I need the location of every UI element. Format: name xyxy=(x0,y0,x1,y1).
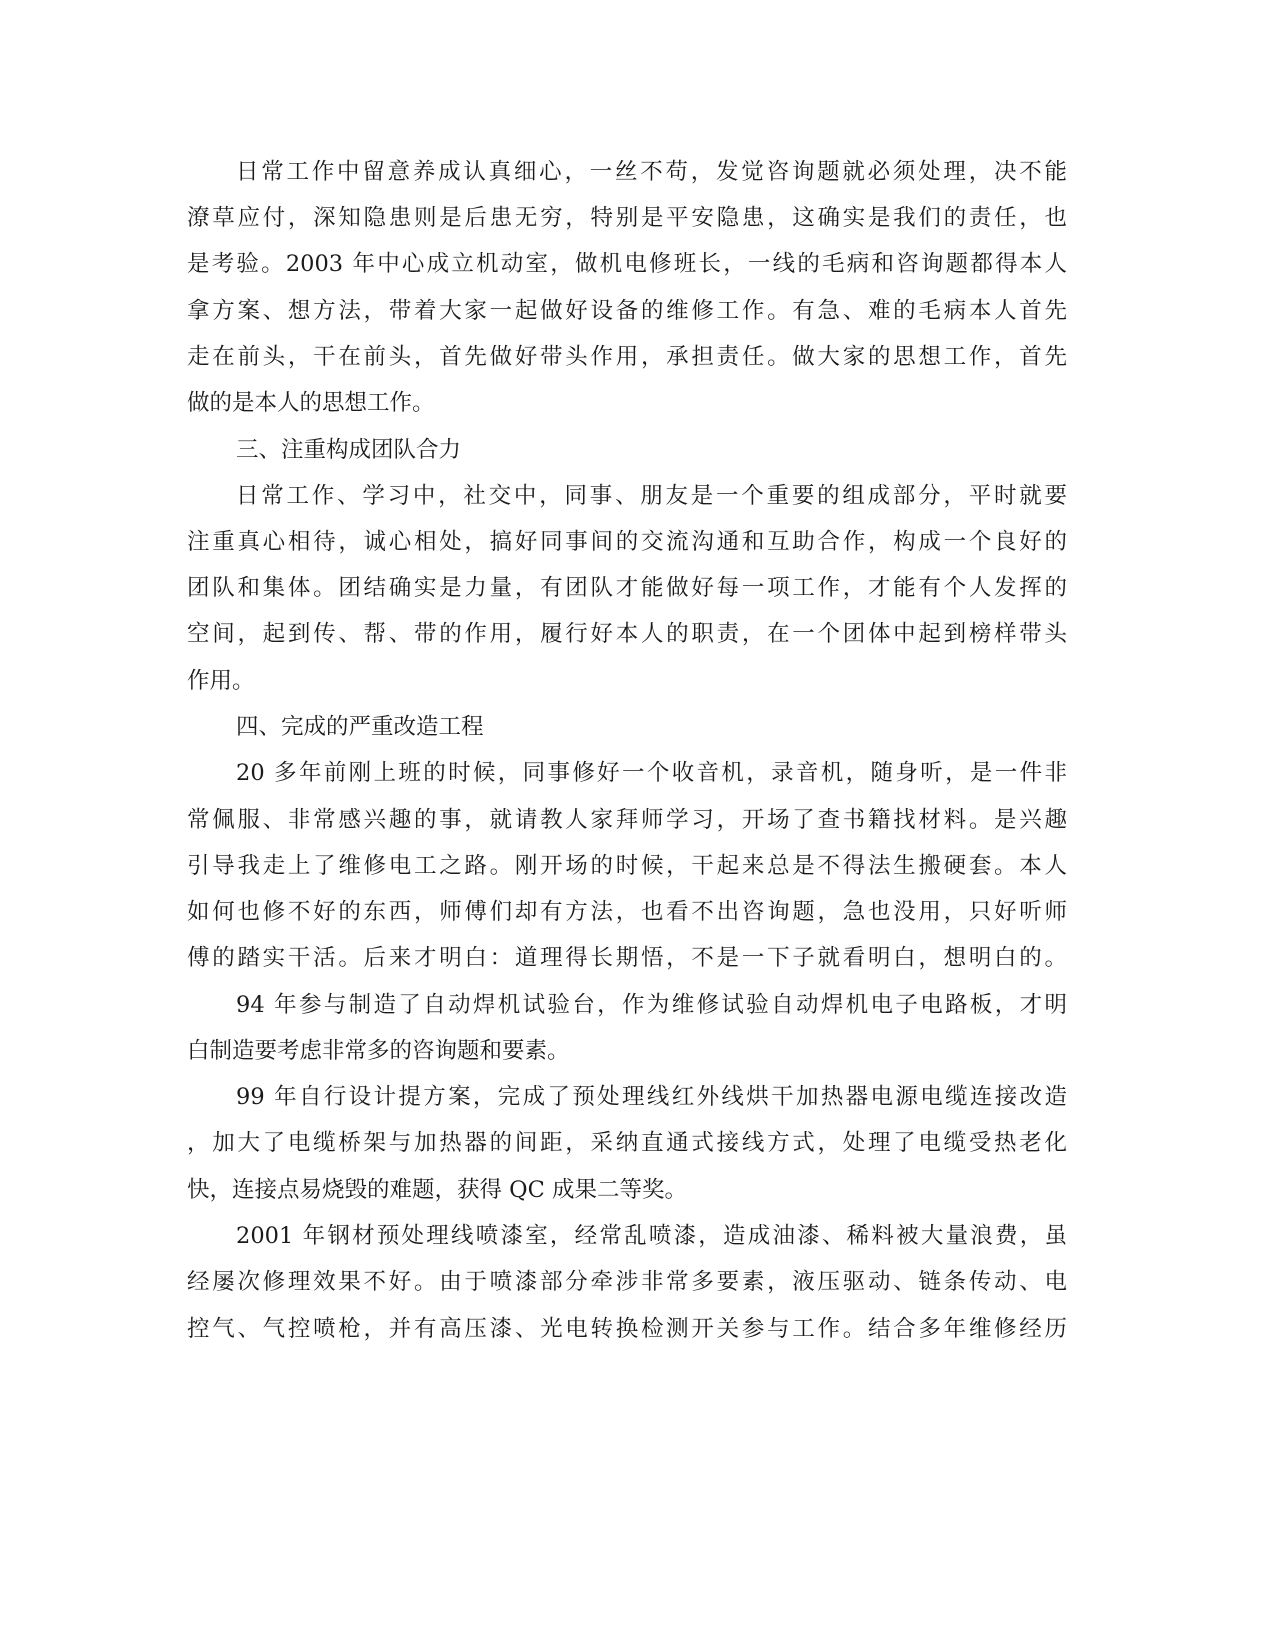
paragraph-line: 做的是本人的思想工作。 xyxy=(187,390,435,416)
paragraph-line: 日常工作、学习中，社交中，同事、朋友是一个重要的组成部分，平时就要 xyxy=(236,483,1067,509)
paragraph-line: 99 年自行设计提方案，完成了预处理线红外线烘干加热器电源电缆连接改造 xyxy=(236,1084,1067,1110)
paragraph-line: 走在前头，干在前头，首先做好带头作用，承担责任。做大家的思想工作，首先 xyxy=(187,344,1067,370)
paragraph-line: 经屡次修理效果不好。由于喷漆部分牵涉非常多要素，液压驱动、链条传动、电 xyxy=(187,1269,1067,1295)
paragraph-line: 日常工作中留意养成认真细心，一丝不苟，发觉咨询题就必须处理，决不能 xyxy=(236,159,1067,185)
paragraph-line: 控气、气控喷枪，并有高压漆、光电转换检测开关参与工作。结合多年维修经历 xyxy=(187,1316,1067,1342)
paragraph-line: 是考验。2003 年中心成立机动室，做机电修班长，一线的毛病和咨询题都得本人 xyxy=(187,251,1067,277)
paragraph-line: 作用。 xyxy=(187,668,255,694)
paragraph-line: 潦草应付，深知隐患则是后患无穷，特别是平安隐患，这确实是我们的责任，也 xyxy=(187,205,1067,231)
paragraph-line: 2001 年钢材预处理线喷漆室，经常乱喷漆，造成油漆、稀料被大量浪费，虽 xyxy=(236,1223,1067,1249)
paragraph-line: 快，连接点易烧毁的难题，获得 QC 成果二等奖。 xyxy=(187,1177,687,1203)
paragraph-line: 如何也修不好的东西，师傅们却有方法，也看不出咨询题，急也没用，只好听师 xyxy=(187,899,1067,925)
paragraph-line: 注重真心相待，诚心相处，搞好同事间的交流沟通和互助合作，构成一个良好的 xyxy=(187,529,1067,555)
paragraph-line: 傅的踏实干活。后来才明白：道理得长期悟，不是一下子就看明白，想明白的。 xyxy=(187,945,1067,971)
paragraph-line: 引导我走上了维修电工之路。刚开场的时候，干起来总是不得法生搬硬套。本人 xyxy=(187,853,1067,879)
paragraph-line: 拿方案、想方法，带着大家一起做好设备的维修工作。有急、难的毛病本人首先 xyxy=(187,298,1067,324)
paragraph-line: 团队和集体。团结确实是力量，有团队才能做好每一项工作，才能有个人发挥的 xyxy=(187,575,1067,601)
paragraph-line: 94 年参与制造了自动焊机试验台，作为维修试验自动焊机电子电路板，才明 xyxy=(236,992,1067,1018)
paragraph-line: ，加大了电缆桥架与加热器的间距，采纳直通式接线方式，处理了电缆受热老化 xyxy=(187,1130,1067,1156)
section-heading: 三、注重构成团队合力 xyxy=(236,437,462,463)
paragraph-line: 白制造要考虑非常多的咨询题和要素。 xyxy=(187,1038,570,1064)
paragraph-line: 空间，起到传、帮、带的作用，履行好本人的职责，在一个团体中起到榜样带头 xyxy=(187,621,1067,647)
section-heading: 四、完成的严重改造工程 xyxy=(236,714,484,740)
paragraph-line: 常佩服、非常感兴趣的事，就请教人家拜师学习，开场了查书籍找材料。是兴趣 xyxy=(187,807,1067,833)
paragraph-line: 20 多年前刚上班的时候，同事修好一个收音机，录音机，随身听，是一件非 xyxy=(236,760,1067,786)
